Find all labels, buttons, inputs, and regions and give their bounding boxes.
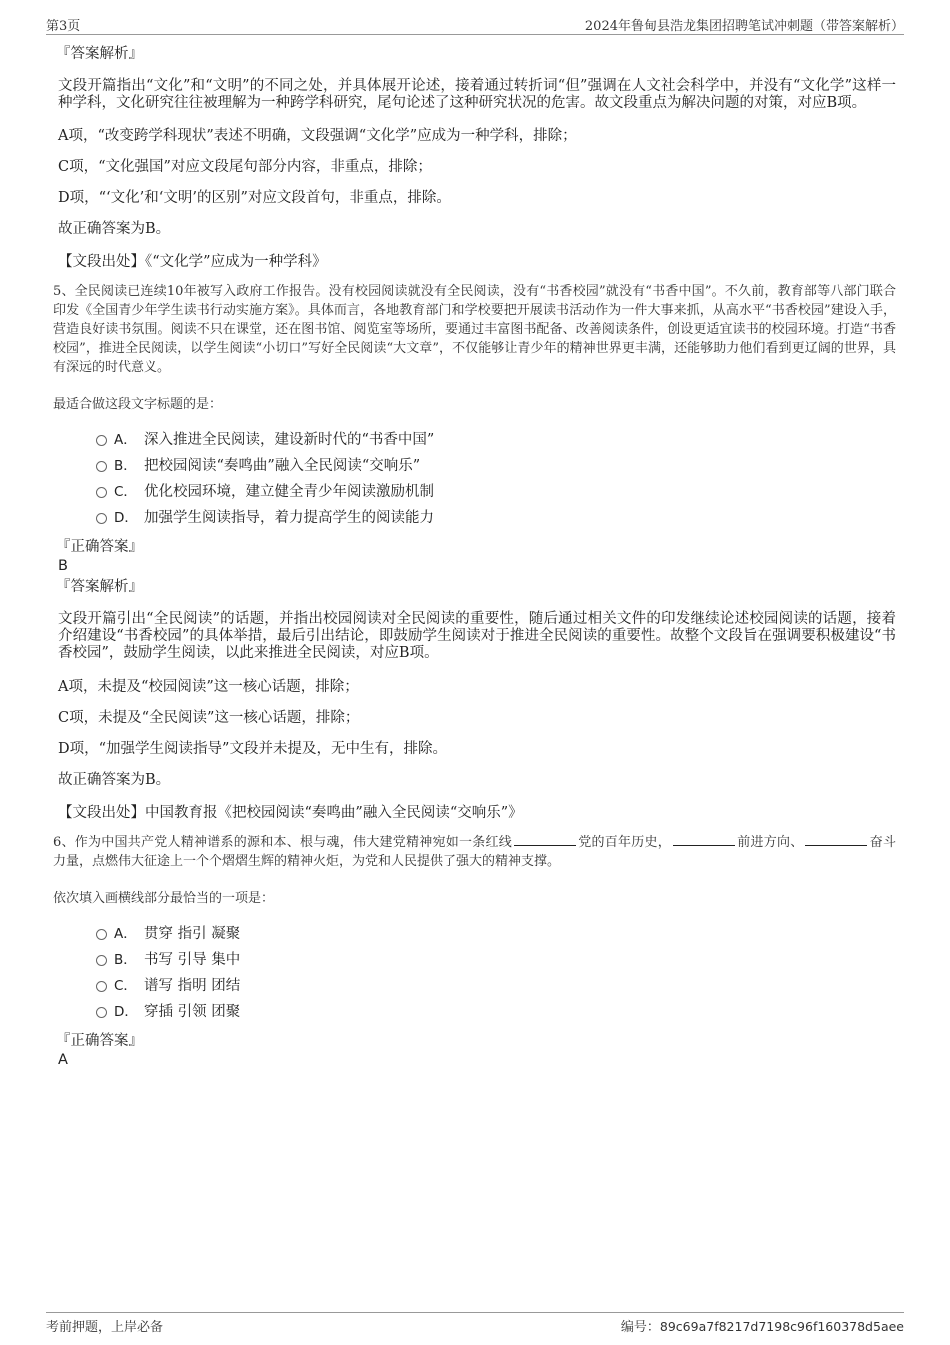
option-c[interactable] <box>56 973 896 999</box>
question-prompt: 依次填入画横线部分最恰当的一项是： <box>53 891 275 906</box>
radio-icon[interactable] <box>96 981 107 992</box>
option-list <box>56 921 896 1025</box>
option-text: 穿插 引领 团聚 <box>144 1004 241 1020</box>
option-d[interactable] <box>56 999 896 1025</box>
option-letter: A． <box>114 926 137 942</box>
analysis-text: 文段开篇引出“全民阅读”的话题，并指出校园阅读对全民阅读的重要性，随后通过相关文件的印发继续论述校园阅读的话题，接着介绍建设“书香校园”的具体举措，最后引出结论，即鼓励学生阅读对于推进全民阅读的重要性。故整个文段旨在强调要积极建设“书香校园”，鼓励学生阅读，以此来推进全民阅读，对应B项。 <box>58 611 896 661</box>
q4-analysis-section <box>56 44 896 272</box>
option-a[interactable] <box>56 921 896 947</box>
option-letter: D． <box>114 510 138 526</box>
question-text-part-2: 党的百年历史， <box>577 835 671 850</box>
option-letter: C． <box>114 484 137 500</box>
option-letter: D． <box>114 1004 138 1020</box>
correct-answer: B <box>58 558 68 574</box>
option-text: 书写 引导 集中 <box>144 952 241 968</box>
page-number: 第3页 <box>46 19 81 34</box>
question-6 <box>53 833 896 1069</box>
correct-answer-label: 『正确答案』 <box>56 539 143 555</box>
option-b[interactable] <box>56 947 896 973</box>
option-text: 深入推进全民阅读，建设新时代的“书香中国” <box>144 432 435 448</box>
document-title: 2024年鲁甸县浩龙集团招聘笔试冲刺题（带答案解析） <box>584 19 904 34</box>
option-text: 加强学生阅读指导，着力提高学生的阅读能力 <box>144 510 434 526</box>
analysis-conclusion: 故正确答案为B。 <box>58 221 171 237</box>
analysis-text: 文段开篇指出“文化”和“文明”的不同之处，并具体展开论述，接着通过转折词“但”强调在人文社会科学中，并没有“文化学”这样一种学科，文化研究往往被理解为一种跨学科研究，尾句论述了这种研究状况的危害。故文段重点为解决问题的对策，对应B项。 <box>58 78 896 111</box>
option-letter: A． <box>114 432 137 448</box>
option-list <box>56 427 896 531</box>
option-letter: C． <box>114 978 137 994</box>
option-b[interactable] <box>56 453 896 479</box>
radio-icon[interactable] <box>96 487 107 498</box>
analysis-item-a: A项，未提及“校园阅读”这一核心话题，排除； <box>58 679 359 695</box>
code-label: 编号： <box>620 1320 660 1335</box>
option-text: 贯穿 指引 凝聚 <box>144 926 241 942</box>
fill-blank-1 <box>514 833 576 846</box>
source-citation: 【文段出处】《“文化学”应成为一种学科》 <box>58 254 327 270</box>
correct-answer-label: 『正确答案』 <box>56 1033 143 1049</box>
document-code <box>621 1316 904 1335</box>
source-citation: 【文段出处】中国教育报《把校园阅读“奏鸣曲”融入全民阅读“交响乐”》 <box>58 805 523 821</box>
question-5 <box>53 282 896 823</box>
question-text-part-3: 前进方向、 <box>736 835 804 850</box>
question-text-part-4: 奋斗力量，点燃伟大征途上一个个熠熠生辉的精神火炬，为党和人民提供了强大的精神支撑。 <box>53 835 896 869</box>
option-text: 谱写 指明 团结 <box>144 978 241 994</box>
analysis-item-d: D项，“加强学生阅读指导”文段并未提及，无中生有，排除。 <box>58 741 447 757</box>
question-text: 5、全民阅读已连续10年被写入政府工作报告。没有校园阅读就没有全民阅读，没有“书香校园”就没有“书香中国”。不久前，教育部等八部门联合印发《全国青少年学生读书行动实施方案》。具体而言，各地教育部门和学校要把开展读书活动作为一件大事来抓，从高水平“书香校园”建设入手，营造良好读书氛围。阅读不只在课堂，还在图书馆、阅览室等场所，要通过丰富图书配备、改善阅读条件，创设更适宜读书的校园环境。打造“书香校园”，推进全民阅读，以学生阅读“小切口”写好全民阅读“大文章”，不仅能够让青少年的精神世界更丰满，还能够助力他们看到更辽阔的世界，具有深远的时代意义。 <box>53 284 896 375</box>
question-prompt: 最适合做这段文字标题的是： <box>53 397 223 412</box>
option-c[interactable] <box>56 479 896 505</box>
radio-icon[interactable] <box>96 513 107 524</box>
analysis-conclusion: 故正确答案为B。 <box>58 772 171 788</box>
radio-icon[interactable] <box>96 955 107 966</box>
analysis-item-d: D项，“‘文化’和‘文明’的区别”对应文段首句，非重点，排除。 <box>58 190 451 206</box>
option-a[interactable] <box>56 427 896 453</box>
analysis-item-a: A项，“改变跨学科现状”表述不明确，文段强调“文化学”应成为一种学科，排除； <box>58 128 577 144</box>
page-footer <box>46 1312 904 1333</box>
page-header <box>46 14 904 35</box>
footer-slogan: 考前押题，上岸必备 <box>46 1320 164 1335</box>
code-value: 89c69a7f8217d7198c96f160378d5aee <box>659 1319 904 1334</box>
option-letter: B． <box>114 458 137 474</box>
analysis-label: 『答案解析』 <box>56 579 143 595</box>
page-content <box>53 44 896 1069</box>
radio-icon[interactable] <box>96 461 107 472</box>
radio-icon[interactable] <box>96 435 107 446</box>
fill-blank-2 <box>673 833 735 846</box>
question-text-part-1: 6、作为中国共产党人精神谱系的源和本、根与魂，伟大建党精神宛如一条红线 <box>53 835 512 850</box>
analysis-label: 『答案解析』 <box>56 46 143 62</box>
correct-answer: A <box>58 1052 68 1068</box>
option-text: 把校园阅读“奏鸣曲”融入全民阅读“交响乐” <box>144 458 421 474</box>
radio-icon[interactable] <box>96 929 107 940</box>
question-text <box>53 833 896 871</box>
option-d[interactable] <box>56 505 896 531</box>
fill-blank-3 <box>805 833 867 846</box>
option-text: 优化校园环境，建立健全青少年阅读激励机制 <box>144 484 434 500</box>
analysis-item-c: C项，“文化强国”对应文段尾句部分内容，非重点，排除； <box>58 159 432 175</box>
analysis-item-c: C项，未提及“全民阅读”这一核心话题，排除； <box>58 710 360 726</box>
radio-icon[interactable] <box>96 1007 107 1018</box>
option-letter: B． <box>114 952 137 968</box>
